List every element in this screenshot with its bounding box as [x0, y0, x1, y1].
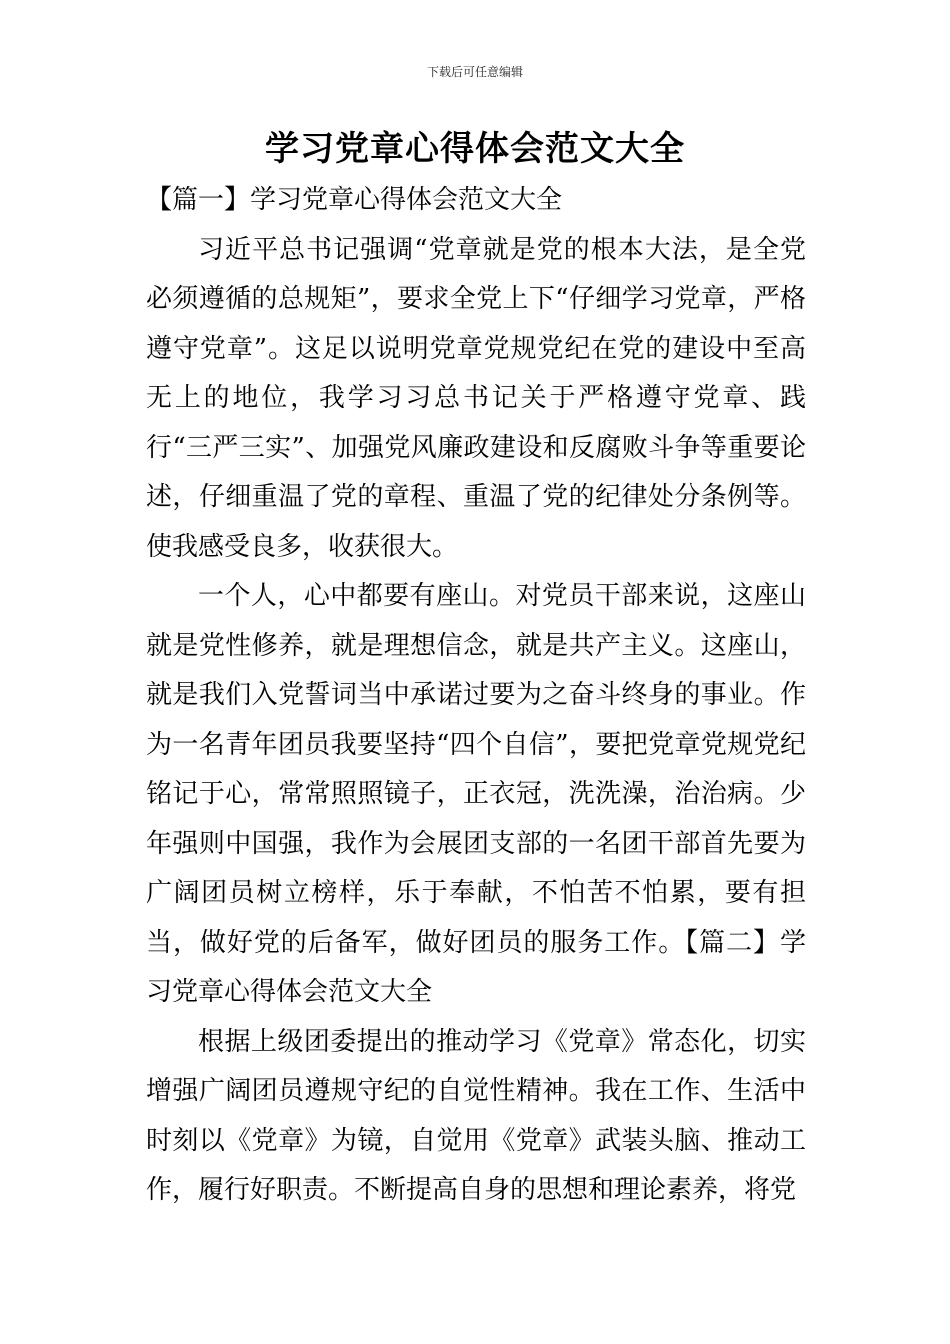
paragraph-1: 习近平总书记强调“党章就是党的根本大法，是全党必须遵循的总规矩”，要求全党上下“仔细学习党章，严格遵守党章”。这足以说明党章党规党纪在党的建设中至高无上的地位，我学习习总书记关于严格遵守党章、践行“三严三实”、加强党风廉政建设和反腐败斗争等重要论述，仔细重温了党的章程、重温了党的纪律处分条例等。使我感受良多，收获很大。: [146, 234, 806, 562]
paragraph-2: 一个人，心中都要有座山。对党员干部来说，这座山就是党性修养，就是理想信念，就是共产主义。这座山，就是我们入党誓词当中承诺过要为之奋斗终身的事业。作为一名青年团员我要坚持“四个自信”，要把党章党规党纪铭记于心，常常照照镜子，正衣冠，洗洗澡，治治病。少年强则中国强，我作为会展团支部的一名团干部首先要为广阔团员树立榜样，乐于奉献，不怕苦不怕累，要有担当，做好党的后备军，做好团员的服务工作。【篇二】学习党章心得体会范文大全: [146, 581, 806, 1007]
header-note: 下载后可任意编辑: [426, 65, 523, 79]
section-heading: 【篇一】学习党章心得体会范文大全: [146, 185, 563, 215]
document-title: 学习党章心得体会范文大全: [265, 129, 685, 169]
paragraph-3: 根据上级团委提出的推动学习《党章》常态化，切实增强广阔团员遵规守纪的自觉性精神。我在工作、生活中时刻以《党章》为镜，自觉用《党章》武装头脑、推动工作，履行好职责。不断提高自身的思想和理论素养，将党: [146, 1026, 806, 1205]
document-body: [146, 176, 806, 1216]
